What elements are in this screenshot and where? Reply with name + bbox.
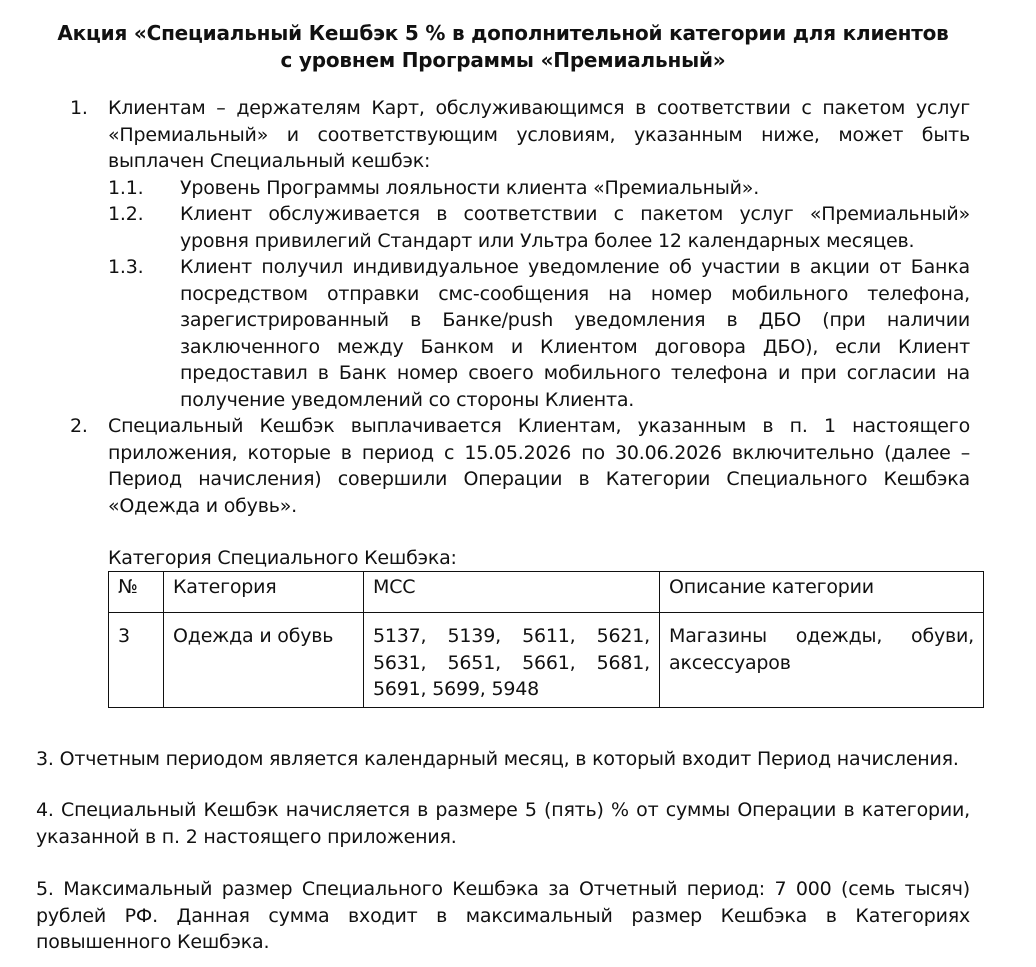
item-1-number: 1. bbox=[70, 97, 88, 119]
item-2-text: Специальный Кешбэк выплачивается Клиентам, указанным в п. 1 настоящего приложения, которые в период с 15.05.2026 по 30.06.2026 включительно (далее – Период начисления) совершили Операции в Категории Специального Кешбэка «Одежда и обувь». bbox=[108, 415, 970, 517]
cell-mcc: 5137, 5139, 5611, 5621, 5631, 5651, 5661, 5681, 5691, 5699, 5948 bbox=[364, 613, 660, 708]
item-5-text: 5. Максимальный размер Специального Кешбэка за Отчетный период: 7 000 (семь тысяч) рублей РФ. Данная сумма входит в максимальный размер Кешбэка в Категориях повышенного Кешбэка. bbox=[36, 878, 970, 953]
item-1-2-number: 1.2. bbox=[108, 203, 144, 225]
header-description: Описание категории bbox=[660, 572, 984, 613]
cell-category: Одежда и обувь bbox=[164, 613, 364, 708]
item-4-text: 4. Специальный Кешбэк начисляется в размере 5 (пять) % от суммы Операции в категории, указанной в п. 2 настоящего приложения. bbox=[36, 799, 970, 848]
item-3-text: 3. Отчетным периодом является календарный месяц, в который входит Период начисления. bbox=[36, 748, 959, 770]
title-line-2: с уровнем Программы «Премиальный» bbox=[280, 48, 726, 72]
item-1-1-number: 1.1. bbox=[108, 177, 144, 199]
header-mcc: МСС bbox=[364, 572, 660, 613]
table-row bbox=[109, 613, 984, 708]
table-header-row bbox=[109, 572, 984, 613]
item-1-text: Клиентам – держателям Карт, обслуживающимся в соответствии с пакетом услуг «Премиальный» и соответствующим условиям, указанным ниже, может быть выплачен Специальный кешбэк: bbox=[108, 97, 970, 172]
header-category: Категория bbox=[164, 572, 364, 613]
title-line-1: Акция «Специальный Кешбэк 5 % в дополнительной категории для клиентов bbox=[57, 21, 949, 45]
table-caption: Категория Специального Кешбэка: bbox=[108, 547, 457, 569]
item-1-1-text: Уровень Программы лояльности клиента «Премиальный». bbox=[180, 177, 760, 199]
document-title bbox=[30, 20, 976, 74]
cell-number: 3 bbox=[109, 613, 164, 708]
category-table bbox=[108, 571, 984, 708]
cell-description: Магазины одежды, обуви, аксессуаров bbox=[660, 613, 984, 708]
item-1-2-text: Клиент обслуживается в соответствии с пакетом услуг «Премиальный» уровня привилегий Стандарт или Ультра более 12 календарных месяцев. bbox=[180, 203, 970, 252]
item-1-3-text: Клиент получил индивидуальное уведомление об участии в акции от Банка посредством отправки смс-сообщения на номер мобильного телефона, зарегистрированный в Банке/push уведомления в ДБО (при наличии заключенного между Банком и Клиентом договора ДБО), если Клиент предоставил в Банк номер своего мобильного телефона и при согласии на получение уведомлений со стороны Клиента. bbox=[180, 256, 970, 411]
header-number: № bbox=[109, 572, 164, 613]
item-2-number: 2. bbox=[70, 415, 88, 437]
item-1-3-number: 1.3. bbox=[108, 256, 144, 278]
